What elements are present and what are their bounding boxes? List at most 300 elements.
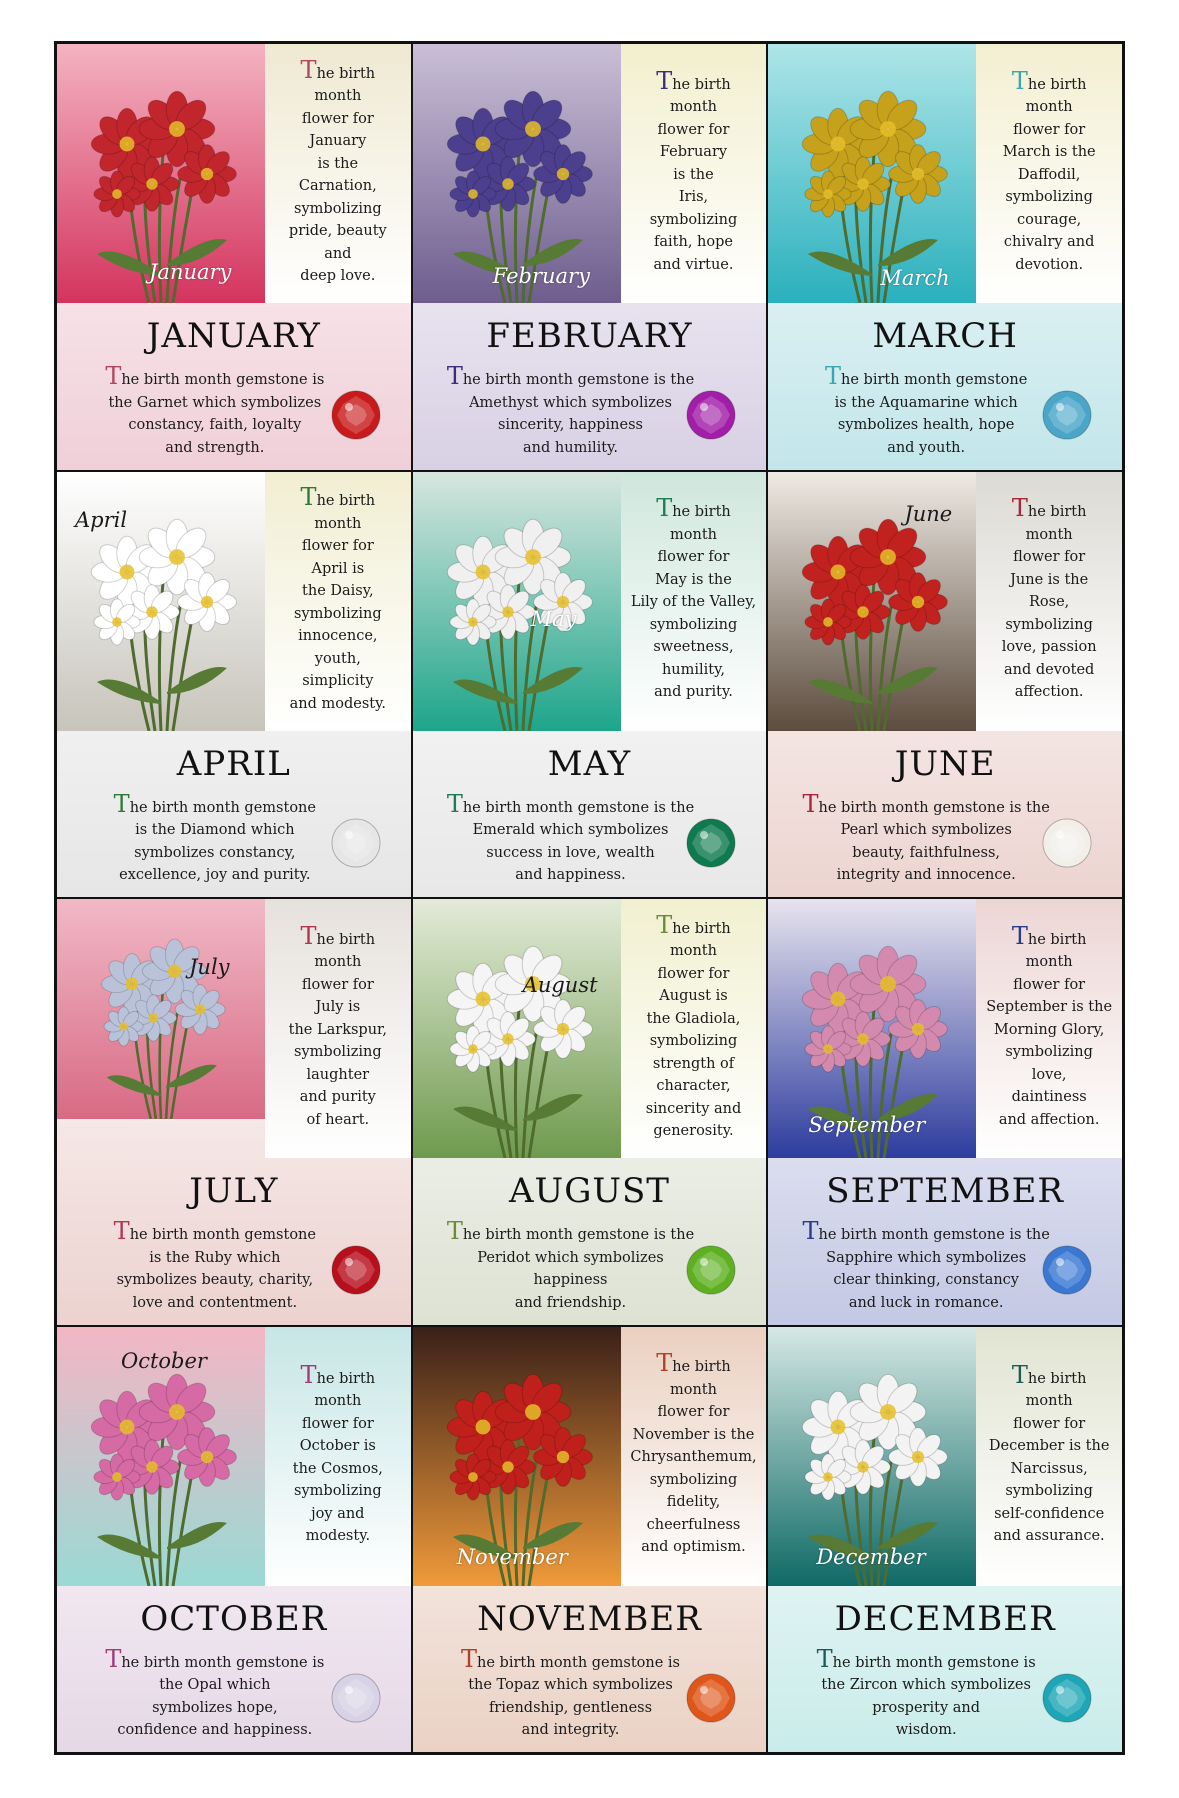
flower-text-line: March is the [1002,144,1096,161]
flower-text-line: February [659,144,728,161]
gem-text-line [79,1217,351,1247]
gem-text-line [435,819,707,842]
flower-text-line: month [1025,954,1073,971]
gem-text-line [790,1247,1062,1270]
drop-cap: T [802,789,819,818]
flower-text-line: simplicity [302,673,374,689]
gem-text-content: confidence and happiness. [117,1722,313,1738]
month-title: NOVEMBER [477,1598,702,1639]
gem-text-content: constancy, faith, loyalty [128,417,302,433]
flower-text-line-rest: he birth [672,504,731,521]
flower-description [621,472,767,731]
flower-text-line: symbolizing [294,200,382,217]
gem-text-content: and integrity. [521,1722,620,1738]
month-card-april [56,471,412,899]
gemstone-description [435,362,707,459]
drop-cap: T [825,362,842,390]
gemstone-icon [331,1245,381,1295]
flower-text-line: month [314,88,362,104]
gem-text-line [79,864,351,887]
gemstone-icon [331,390,381,440]
month-title: JULY [189,1171,279,1211]
flower-text-line-rest: he birth [672,920,731,937]
gem-text-line [79,1644,351,1675]
month-title: FEBRUARY [486,316,693,356]
flower-text-line: month [1025,526,1073,543]
flower-text-line [631,494,756,524]
flower-description [265,899,411,1158]
flower-text-line [293,1360,383,1391]
flower-text-line: flower for [657,549,730,566]
flower-text-line: and assurance. [993,1528,1105,1544]
flower-text-line-rest: he birth [316,493,376,509]
flower-description [976,899,1122,1158]
flower-text-line-rest: he birth [1027,504,1087,521]
gem-text-content: he birth month gemstone is the [818,1227,1050,1243]
flower-text-line: laughter [306,1066,370,1083]
gem-text-line [435,1674,707,1697]
gem-text-content: love and contentment. [132,1294,298,1311]
flower-text-line: Daffodil, [1017,166,1081,183]
flower-text-line-rest: he birth [1027,1370,1087,1387]
flower-text-line [646,910,742,941]
gem-text-line [790,437,1062,460]
flower-text-line: humility, [661,661,726,678]
gem-text-content: sincerity, happiness [497,417,643,433]
flower-photo [413,44,621,303]
gemstone-description [435,1644,707,1742]
flower-text-line: self-confidence [994,1505,1105,1522]
flower-photo [57,44,265,303]
gemstone-icon [331,818,381,868]
gem-text-content: Peridot which symbolizes [477,1249,664,1266]
gem-text-content: and friendship. [514,1294,627,1311]
month-card-february [412,43,768,471]
flower-text-line: joy and [311,1505,365,1522]
flower-text-line: sincerity and [645,1100,742,1117]
flower-text-line: month [670,99,717,116]
gem-text-line [435,1292,707,1315]
gemstone-description [79,789,351,887]
gemstone-description [790,1644,1062,1742]
flower-description [976,44,1122,303]
flower-text-line: daintiness [1011,1089,1087,1106]
flower-text-line-rest: he birth [316,1370,376,1387]
flower-text-line: September is the [986,999,1113,1016]
gem-text-line [79,362,351,392]
flower-text-line: month [669,943,717,959]
flower-text-line: and modesty. [289,695,387,712]
flower-text-line-rest: he birth [672,1359,731,1376]
flower-text-line: the Gladiola, [646,1010,741,1027]
month-title: AUGUST [508,1171,670,1211]
drop-cap: T [105,1644,122,1673]
flower-text-line: and purity. [654,684,733,701]
flower-text-line [630,1349,756,1379]
gladiola-icon [413,899,621,1158]
flower-photo [413,1327,621,1586]
gem-text-line [790,842,1062,865]
larkspur-icon [57,899,265,1119]
gem-text-line [435,1719,707,1742]
flower-text-line: month [314,954,362,971]
drop-cap: T [446,1217,463,1245]
flower-text-line: symbolizing [649,211,738,228]
gemstone-description [435,1217,707,1314]
gem-text-line [79,1269,351,1292]
flower-description [265,44,411,303]
gem-text-line [435,1217,707,1247]
gem-text-content: he birth month gemstone [841,372,1028,388]
flower-text-line: month [314,1393,362,1409]
gem-text-line [435,1247,707,1270]
gemstone-icon [686,818,736,868]
gem-text-content: he birth month gemstone is [121,1654,325,1671]
flower-text-line: devotion. [1015,256,1084,273]
flower-description [976,1327,1122,1586]
flower-text-line: May is the [655,571,732,588]
flower-text-line: youth, [314,650,361,667]
gem-text-line [790,819,1062,842]
gemstone-icon [1042,818,1092,868]
gem-text-content: he birth month gemstone is the [462,799,695,816]
flower-text-line: symbolizing [1005,1483,1093,1499]
flower-text-line: pride, beauty [288,223,387,239]
gem-text-content: he birth month gemstone is the [818,799,1050,816]
flower-text-line: flower for [1013,1415,1086,1432]
flower-description [621,1327,767,1586]
flower-text-line [986,921,1112,952]
month-card-october [56,1326,412,1754]
month-title: SEPTEMBER [826,1171,1064,1211]
flower-text-line: is the [317,155,359,172]
gem-text-line [790,864,1062,887]
flower-text-line: August is [659,988,728,1004]
flower-text-line: faith, hope [654,234,733,251]
flower-text-line: symbolizing [294,1483,382,1499]
flower-description [621,44,767,303]
gem-text-line [79,1719,351,1742]
flower-text-line: cheerfulness [646,1516,741,1533]
month-title: OCTOBER [140,1598,328,1639]
flower-text-line: flower for [1013,549,1086,566]
flower-text-line: month [1025,1393,1073,1409]
flower-photo [768,1327,976,1586]
flower-text-line [289,921,387,952]
month-card-may [412,471,768,899]
flower-text-line: month [1025,99,1073,116]
flower-photo [57,899,265,1119]
flower-text-line: flower for [1013,976,1086,993]
gem-text-content: friendship, gentleness [488,1699,653,1716]
drop-cap: T [656,66,673,95]
flower-text-line: January [309,133,367,149]
flower-description [265,1327,411,1586]
flower-photo [768,44,976,303]
month-card-july [56,898,412,1326]
gem-text-line [790,1217,1062,1247]
flower-text-line: the Daisy, [302,583,374,599]
gem-text-content: is the Diamond which [135,822,295,838]
gem-text-content: symbolizes beauty, charity, [116,1272,314,1288]
gem-text-content: he birth month gemstone [129,1227,316,1243]
gem-text-line [435,789,707,820]
flower-text-line: July is [315,999,361,1016]
flower-text-line: symbolizing [649,1033,738,1049]
flower-text-line: November is the [632,1426,755,1443]
flower-text-line: and devoted [1003,661,1095,678]
gem-text-line [435,842,707,865]
photo-month-label: February [492,264,590,288]
month-title: MARCH [872,316,1018,356]
flower-text-line: modesty. [305,1528,371,1544]
gem-text-content: he birth month gemstone is the [462,1227,695,1243]
drop-cap: T [446,789,463,818]
month-title: JANUARY [146,316,321,356]
flower-text-line: month [314,515,362,532]
flower-text-line: strength of [652,1055,735,1072]
flower-description [621,899,767,1158]
month-title: DECEMBER [834,1598,1056,1639]
flower-text-line-rest: he birth [1027,76,1087,93]
flower-text-line: and virtue. [653,256,734,273]
gem-text-line [79,1247,351,1270]
gem-text-line [790,1719,1062,1742]
gem-text-content: and luck in romance. [848,1294,1004,1311]
flower-photo [57,1327,265,1586]
gem-text-line [790,1292,1062,1315]
drop-cap: T [656,494,673,523]
gem-text-line [790,1697,1062,1720]
gem-text-line [790,414,1062,437]
gemstone-icon [686,1245,736,1295]
gem-text-content: Emerald which symbolizes [472,822,669,838]
photo-month-label: January [149,260,232,284]
gem-text-line [79,392,351,415]
flower-text-line [989,1360,1110,1391]
gem-text-content: he birth month gemstone is [121,372,325,388]
flower-text-line: the Cosmos, [292,1460,383,1477]
flower-text-line: affection. [1014,684,1084,701]
flower-text-line: Narcissus, [1010,1460,1088,1477]
gem-text-line [790,1674,1062,1697]
gemstone-icon [1042,1673,1092,1723]
month-title: MAY [547,743,632,784]
gem-text-content: symbolizes constancy, [134,844,296,861]
drop-cap: T [113,789,130,818]
gem-text-content: he birth month gemstone [129,799,316,816]
flower-text-line: month [669,1381,717,1398]
flower-description [976,472,1122,731]
gemstone-description [79,362,351,459]
gemstone-icon [1042,390,1092,440]
gem-text-line [435,1644,707,1675]
gem-text-line [79,1674,351,1697]
flower-text-line: of heart. [306,1111,370,1128]
photo-month-label: August [522,973,598,997]
month-card-march [767,43,1123,471]
flower-text-line: flower for [301,110,374,127]
flower-text-line: April is [311,560,365,577]
gem-text-line [790,789,1062,820]
flower-text-line: Rose, [1029,594,1070,611]
gem-text-content: wisdom. [895,1722,957,1738]
gem-text-content: he birth month gemstone is [477,1654,680,1671]
drop-cap: T [656,910,673,939]
flower-text-line: fidelity, [666,1494,721,1511]
gemstone-description [790,1217,1062,1314]
gem-text-line [79,789,351,820]
drop-cap: T [802,1217,819,1245]
gem-text-content: the Zircon which symbolizes [821,1677,1031,1693]
gem-text-line [790,1644,1062,1675]
flower-text-line: symbolizing [294,605,382,622]
gem-text-content: he birth month gemstone is [832,1654,1036,1671]
flower-text-line: and affection. [998,1111,1100,1128]
flower-text-line: Iris, [678,189,709,206]
gemstone-description [435,789,707,887]
flower-text-line-rest: he birth [672,76,731,93]
gem-text-line [435,414,707,437]
flower-photo [57,472,265,731]
gemstone-icon [686,1673,736,1723]
gem-text-content: and youth. [887,439,966,456]
photo-month-label: April [75,507,128,532]
gemstone-description [79,1644,351,1742]
drop-cap: T [105,362,122,390]
month-card-december [767,1326,1123,1754]
drop-cap: T [656,1349,673,1378]
flower-text-line: October is [299,1438,376,1454]
flower-text-line: is the [673,166,714,183]
gem-text-content: Pearl which symbolizes [840,822,1012,838]
flower-text-line: June is the [1010,571,1089,588]
flower-text-line: Lily of the Valley, [630,594,757,611]
gem-text-line [790,1269,1062,1292]
gem-text-line [435,362,707,392]
month-title: JUNE [894,743,996,784]
gem-text-content: excellence, joy and purity. [119,867,311,883]
flower-photo [768,899,976,1158]
flower-text-line: courage, [1017,211,1082,228]
gem-text-line [79,1697,351,1720]
gem-text-line [435,437,707,460]
flower-text-line: symbolizing [1005,616,1093,633]
gem-text-line [435,864,707,887]
gemstone-icon [1042,1245,1092,1295]
flower-text-line: sweetness, [653,639,734,656]
gem-text-line [790,392,1062,415]
daffodil-icon [768,44,976,303]
flower-text-line: innocence, [298,628,378,644]
month-card-september [767,898,1123,1326]
flower-text-line: and optimism. [641,1539,746,1556]
gem-text-content: and happiness. [515,867,626,883]
month-card-june [767,471,1123,899]
gem-text-content: happiness [533,1272,608,1288]
gem-text-content: the Garnet which symbolizes [108,394,322,411]
flower-text-line: love, passion [1001,639,1097,656]
flower-text-line [290,483,386,513]
lily-of-the-valley-icon [413,472,621,731]
gem-text-line [79,414,351,437]
photo-month-label: September [808,1113,926,1137]
gem-text-line [435,1697,707,1720]
drop-cap: T [816,1644,833,1673]
flower-text-line: flower for [1013,121,1086,138]
flower-text-line [1003,66,1096,97]
gem-text-line [79,842,351,865]
flower-text-line: month [670,526,717,543]
gem-text-content: and humility. [523,439,618,456]
photo-month-label: October [121,1348,207,1373]
drop-cap: T [1011,494,1028,523]
flower-text-line: symbolizing [1005,189,1093,206]
photo-month-label: May [530,606,577,631]
gem-text-content: clear thinking, constancy [833,1272,1019,1288]
drop-cap: T [300,1360,317,1389]
month-card-january [56,43,412,471]
gem-text-content: success in love, wealth [486,844,655,861]
flower-text-line: and [324,245,352,262]
flower-text-line: Chrysanthemum, [630,1449,757,1466]
drop-cap: T [300,921,317,950]
flower-text-line [1002,494,1097,524]
drop-cap: T [113,1217,130,1245]
gem-text-content: beauty, faithfulness, [852,844,1001,861]
flower-text-line: flower for [657,121,730,138]
flower-photo [413,472,621,731]
gem-text-content: is the Ruby which [149,1249,281,1266]
drop-cap: T [1011,1360,1028,1389]
flower-text-line: character, [656,1078,731,1094]
flower-text-line [289,55,387,86]
flower-text-line: flower for [301,538,374,554]
gem-text-content: and strength. [165,439,265,456]
flower-text-line: chivalry and [1003,234,1095,251]
flower-text-line: Morning Glory, [993,1021,1105,1038]
month-title: APRIL [176,743,291,784]
gemstone-description [790,362,1062,459]
drop-cap: T [1011,921,1028,950]
gemstone-icon [331,1673,381,1723]
flower-text-line: flower for [657,1404,730,1421]
birth-month-grid [54,41,1125,1755]
flower-text-line: December is the [988,1438,1110,1454]
photo-month-label: December [816,1544,926,1569]
flower-text-line: symbolizing [294,1044,382,1061]
drop-cap: T [300,55,317,84]
month-card-november [412,1326,768,1754]
flower-text-line: flower for [657,965,730,982]
flower-text-line-rest: he birth [316,65,376,82]
month-card-august [412,898,768,1326]
gem-text-line [435,392,707,415]
flower-text-line: and purity [299,1089,376,1106]
flower-description [265,472,411,731]
flower-photo [413,899,621,1158]
flower-text-line: love, [1031,1066,1067,1083]
flower-text-line: Carnation, [298,178,377,194]
photo-month-label: June [904,501,953,526]
flower-text-line: flower for [301,1415,374,1432]
drop-cap: T [461,1644,478,1673]
gem-text-line [79,437,351,460]
gem-text-content: Sapphire which symbolizes [826,1249,1027,1266]
gem-text-content: he birth month gemstone is the [462,372,695,388]
gem-text-content: integrity and innocence. [836,867,1016,883]
flower-text-line: flower for [301,976,374,993]
